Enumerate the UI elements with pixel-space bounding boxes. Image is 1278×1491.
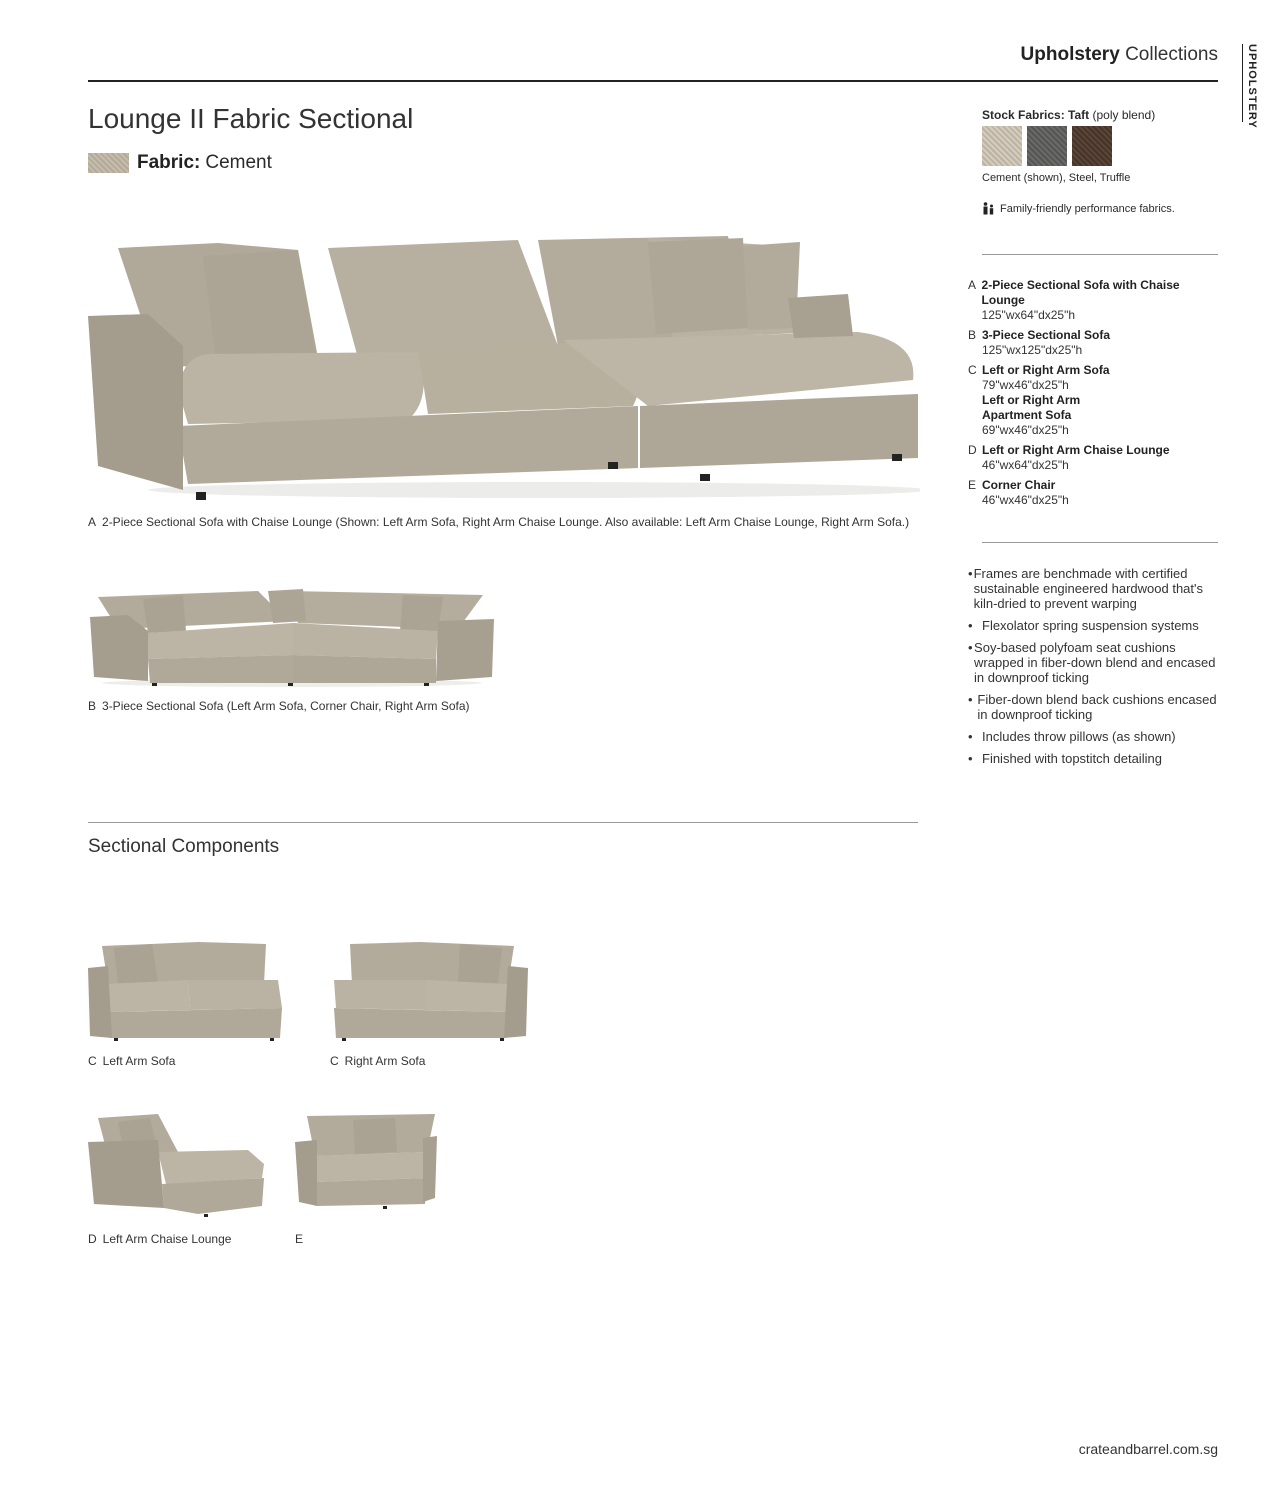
image-b-caption-text: 3-Piece Sectional Sofa (Left Arm Sofa, Corner Chair, Right Arm Sofa) <box>102 699 470 713</box>
spec-dims: 125"wx125"dx25"h <box>982 343 1083 357</box>
left-arm-sofa-image <box>88 940 286 1044</box>
product-title: Lounge II Fabric Sectional <box>88 103 414 134</box>
section-title-bold: Upholstery <box>1020 44 1120 65</box>
swatch-truffle <box>1072 126 1112 166</box>
component-d-caption-text: Left Arm Chaise Lounge <box>102 1232 232 1246</box>
spec-name: Left or Right Arm Sofa <box>982 363 1110 377</box>
fabric-swatch <box>88 153 129 173</box>
spec-name: Left or Right Arm Chaise Lounge <box>982 443 1170 457</box>
spec-dims: 79"wx46"dx25"h <box>982 378 1069 392</box>
feature-item: • Flexolator spring suspension systems <box>968 618 1199 633</box>
section-title <box>1021 44 1218 66</box>
feature-text: Includes throw pillows (as shown) <box>982 729 1176 744</box>
component-d-caption <box>88 1232 231 1246</box>
fabric-value: Cement <box>205 152 272 173</box>
spec-item <box>968 363 1218 438</box>
feature-text: Finished with topstitch detailing <box>982 751 1162 766</box>
feature-text: Flexolator spring suspension systems <box>982 618 1199 633</box>
side-tab-rule <box>1242 44 1243 122</box>
sectional-with-chaise-image <box>88 228 920 504</box>
spec-item <box>968 478 1218 508</box>
footer-url[interactable]: crateandbarrel.com.sg <box>1078 1441 1218 1457</box>
family-icon <box>982 202 995 215</box>
spec-dims: 46"wx64"dx25"h <box>982 458 1069 472</box>
spec-item <box>968 278 1218 323</box>
spec-dims: 125"wx64"dx25"h <box>981 308 1076 322</box>
right-arm-sofa-image <box>330 940 528 1044</box>
spec-name: 2-Piece Sectional Sofa with Chaise Lounge <box>981 278 1180 307</box>
component-d-letter: D <box>88 1232 97 1246</box>
feature-item: • Includes throw pillows (as shown) <box>968 729 1176 744</box>
swatch-steel <box>1027 126 1067 166</box>
component-c-left-caption <box>88 1054 175 1068</box>
component-c-left-letter: C <box>88 1054 97 1068</box>
family-note <box>982 202 1175 215</box>
components-title: Sectional Components <box>88 836 280 857</box>
image-b-letter: B <box>88 699 97 713</box>
left-arm-chaise-image <box>88 1112 266 1220</box>
component-c-right-caption-text: Right Arm Sofa <box>344 1054 426 1068</box>
spec-item <box>968 328 1218 358</box>
image-b-caption <box>88 699 470 713</box>
spec-letter: B <box>968 328 977 342</box>
component-e-letter: E <box>295 1232 304 1246</box>
spec-letter: A <box>968 278 977 292</box>
spec-name: 3-Piece Sectional Sofa <box>982 328 1111 342</box>
stock-fabrics-note: (poly blend) <box>1092 108 1156 122</box>
three-piece-sectional-image <box>88 585 496 689</box>
swatch-cement <box>982 126 1022 166</box>
image-a-caption <box>88 515 909 529</box>
feature-text: Soy-based polyfoam seat cushions wrapped in fiber-down blend and encased in downproof ticking <box>974 640 1216 685</box>
feature-item: • Soy-based polyfoam seat cushions wrapped in fiber-down blend and encased in downproof ticking <box>968 640 1218 685</box>
header-rule <box>88 80 1218 82</box>
spec-letter: E <box>968 478 977 492</box>
stock-fabrics-name: Stock Fabrics: Taft <box>982 108 1090 122</box>
spec-dims-secondary: 69"wx46"dx25"h <box>982 423 1069 437</box>
feature-item: • Frames are benchmade with certified sustainable engineered hardwood that's kiln-dried to prevent warping <box>968 566 1218 611</box>
stock-rule <box>982 254 1218 255</box>
spec-letter: C <box>968 363 977 377</box>
feature-list <box>968 566 1218 773</box>
swatch-names: Cement (shown), Steel, Truffle <box>982 172 1131 184</box>
specs-rule <box>982 542 1218 543</box>
corner-chair-image <box>295 1112 439 1214</box>
feature-text: Frames are benchmade with certified sustainable engineered hardwood that's kiln-dried to prevent warping <box>973 566 1204 611</box>
spec-name-secondary: Left or Right Arm Apartment Sofa <box>982 393 1081 422</box>
stock-fabrics-label <box>982 108 1155 122</box>
image-a-letter: A <box>88 515 97 529</box>
side-tab-label: UPHOLSTERY <box>1246 44 1258 129</box>
fabric-row <box>88 152 272 174</box>
feature-text: Fiber-down blend back cushions encased in downproof ticking <box>977 692 1217 722</box>
feature-item: • Finished with topstitch detailing <box>968 751 1162 766</box>
family-note-text: Family-friendly performance fabrics. <box>1000 202 1175 215</box>
component-c-right-letter: C <box>330 1054 339 1068</box>
image-a-caption-text: 2-Piece Sectional Sofa with Chaise Lounge (Shown: Left Arm Sofa, Right Arm Chaise Lounge. Also available: Left Arm Chaise Lounge, Right Arm Sofa.) <box>102 515 910 529</box>
feature-item: • Fiber-down blend back cushions encased in downproof ticking <box>968 692 1217 722</box>
spec-list <box>968 278 1218 513</box>
component-e-caption <box>295 1232 309 1246</box>
spec-item <box>968 443 1218 473</box>
spec-name: Corner Chair <box>982 478 1056 492</box>
component-c-left-caption-text: Left Arm Sofa <box>102 1054 176 1068</box>
spec-dims: 46"wx46"dx25"h <box>982 493 1069 507</box>
component-c-right-caption <box>330 1054 425 1068</box>
section-title-rest: Collections <box>1125 44 1218 65</box>
fabric-label: Fabric: <box>137 152 201 173</box>
components-rule <box>88 822 918 823</box>
spec-letter: D <box>968 443 977 457</box>
